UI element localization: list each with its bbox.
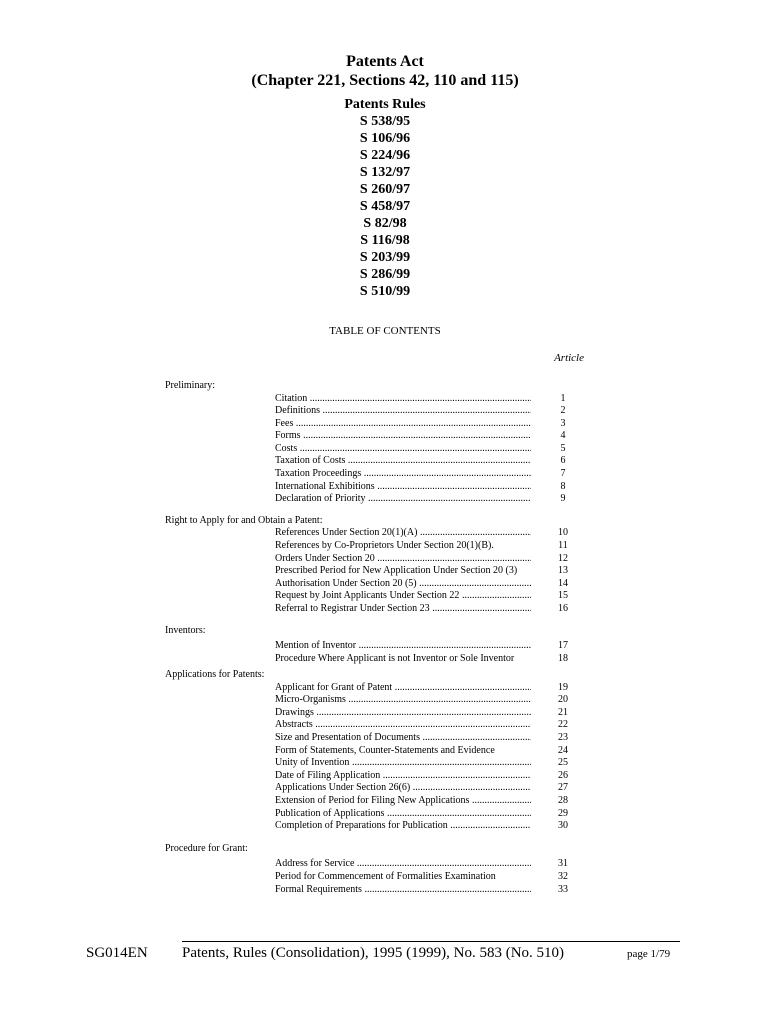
rules-heading: Patents Rules [344, 97, 426, 112]
toc-section-entries [275, 682, 585, 833]
toc-entry[interactable] [275, 468, 585, 481]
document-title [0, 52, 770, 90]
toc-entry[interactable] [275, 820, 585, 833]
toc-entry[interactable] [275, 553, 585, 566]
toc-entry[interactable] [275, 481, 585, 494]
toc-entry-text: Costs ..... [275, 443, 531, 456]
toc-entry-number: 27 [558, 782, 568, 794]
toc-entry-text: Size and Presentation of Documents ..... [275, 732, 531, 745]
toc-entry[interactable] [275, 732, 585, 745]
toc-entry-number: 32 [558, 870, 568, 882]
toc-entry-text: Period for Commencement of Formalities Examination [275, 870, 496, 882]
rule-item: S 203/99 [359, 250, 411, 265]
toc-entry-text: Form of Statements, Counter-Statements and Evidence [275, 744, 495, 756]
toc-entry-number: 24 [558, 744, 568, 756]
toc-heading: TABLE OF CONTENTS [329, 325, 441, 337]
rule-item: S 224/96 [359, 148, 411, 163]
toc-entry-text: Request by Joint Applicants Under Section 22 ..... [275, 590, 531, 603]
toc-entry-number: 5 [560, 442, 566, 454]
toc-entry-number: 29 [558, 807, 568, 819]
rule-item: S 116/98 [360, 233, 410, 248]
toc-entry-number: 28 [558, 795, 568, 807]
table-of-contents [165, 380, 585, 896]
toc-entry-text: Abstracts ..... [275, 719, 531, 732]
footer-page-number: page 1/79 [627, 948, 671, 960]
toc-entry[interactable] [275, 393, 585, 406]
rule-item: S 538/95 [359, 114, 411, 129]
toc-entry[interactable] [275, 757, 585, 770]
toc-entry-text: References by Co-Proprietors Under Section 20(1)(B). [275, 539, 494, 551]
toc-entry-number: 15 [558, 590, 568, 602]
toc-entry-number: 10 [558, 527, 568, 539]
toc-entry-text: Date of Filing Application ..... [275, 770, 531, 783]
toc-entry[interactable] [275, 418, 585, 431]
toc-entry-number: 16 [558, 602, 568, 614]
act-title: Patents Act [346, 53, 424, 70]
toc-entry-text: Drawings ..... [275, 707, 531, 720]
toc-entry-text: Extension of Period for Filing New Applications ..... [275, 795, 531, 808]
toc-entry-number: 3 [560, 417, 566, 429]
toc-entry-text: Procedure Where Applicant is not Inventor or Sole Inventor [275, 652, 515, 664]
toc-section-label: Right to Apply for and Obtain a Patent: [165, 514, 323, 526]
toc-entry-text: Citation ..... [275, 393, 531, 406]
toc-entry[interactable] [275, 682, 585, 695]
toc-entry-number: 22 [558, 719, 568, 731]
toc-entry-number: 30 [558, 820, 568, 832]
toc-entry-text: Address for Service ..... [275, 858, 531, 871]
toc-entry-number: 21 [558, 706, 568, 718]
rule-item: S 106/96 [359, 131, 411, 146]
toc-entry[interactable] [275, 578, 585, 591]
toc-entry-number: 4 [560, 430, 566, 442]
toc-section-label: Inventors: [165, 624, 206, 636]
toc-entry[interactable] [275, 871, 585, 884]
toc-entry[interactable] [275, 527, 585, 540]
toc-entry[interactable] [275, 455, 585, 468]
toc-entry-text: Definitions ..... [275, 405, 531, 418]
toc-entry-number: 9 [560, 493, 566, 505]
toc-entry[interactable] [275, 707, 585, 720]
toc-entry-number: 11 [558, 539, 568, 551]
toc-entry-number: 7 [560, 468, 566, 480]
toc-section-label: Applications for Patents: [165, 669, 265, 681]
toc-entry[interactable] [275, 653, 585, 666]
toc-entry[interactable] [275, 782, 585, 795]
toc-entry[interactable] [275, 443, 585, 456]
toc-section-label: Procedure for Grant: [165, 842, 248, 854]
toc-entry-text: Prescribed Period for New Application Under Section 20 (3) [275, 565, 518, 577]
toc-entry-number: 6 [560, 455, 566, 467]
toc-entry-number: 8 [560, 480, 566, 492]
toc-section-label: Preliminary: [165, 380, 215, 391]
toc-entry[interactable] [275, 540, 585, 553]
rule-item: S 82/98 [363, 216, 407, 231]
toc-entry-text: Referral to Registrar Under Section 23 ..... [275, 603, 531, 616]
toc-entry-number: 25 [558, 757, 568, 769]
toc-entry[interactable] [275, 405, 585, 418]
rule-item: S 286/99 [359, 267, 411, 282]
toc-entry-text: International Exhibitions ..... [275, 481, 531, 494]
toc-section-entries [275, 858, 585, 896]
toc-entry-text: Forms ..... [275, 430, 531, 443]
toc-entry-number: 31 [558, 858, 568, 870]
toc-entry-text: References Under Section 20(1)(A) ..... [275, 527, 531, 540]
toc-entry[interactable] [275, 795, 585, 808]
toc-entry-text: Applications Under Section 26(6) ..... [275, 782, 531, 795]
toc-entry-text: Publication of Applications ..... [275, 808, 531, 821]
toc-entry[interactable] [275, 719, 585, 732]
rule-item: S 132/97 [359, 165, 411, 180]
toc-entry[interactable] [275, 430, 585, 443]
toc-entry-text: Taxation of Costs ..... [275, 455, 531, 468]
toc-entry-text: Orders Under Section 20 ..... [275, 553, 531, 566]
footer-document-code: SG014EN [86, 945, 148, 961]
toc-entry[interactable] [275, 603, 585, 616]
toc-section-entries [275, 527, 585, 615]
toc-entry-text: Completion of Preparations for Publication ..... [275, 820, 531, 833]
toc-entry-text: Taxation Proceedings ..... [275, 468, 531, 481]
toc-entry-number: 17 [558, 640, 568, 651]
toc-entry-text: Micro-Organisms ..... [275, 694, 531, 707]
toc-entry[interactable] [275, 694, 585, 707]
toc-entry-number: 33 [558, 883, 568, 895]
toc-entry[interactable] [275, 745, 585, 758]
toc-entry-number: 1 [560, 392, 566, 404]
toc-section-entries [275, 640, 585, 665]
toc-entry[interactable] [275, 590, 585, 603]
rule-item: S 510/99 [359, 284, 411, 299]
rule-item: S 458/97 [359, 199, 411, 214]
page-footer [0, 945, 770, 965]
toc-entry-number: 12 [558, 552, 568, 564]
act-subtitle: (Chapter 221, Sections 42, 110 and 115) [251, 72, 519, 89]
toc-entry[interactable] [275, 808, 585, 821]
toc-entry-number: 23 [558, 732, 568, 744]
toc-entry[interactable] [275, 565, 585, 578]
toc-entry-number: 2 [560, 405, 566, 417]
toc-entry[interactable] [275, 884, 585, 897]
toc-entry-number: 19 [558, 681, 568, 693]
toc-entry-text: Fees ..... [275, 418, 531, 431]
toc-section-entries [275, 393, 585, 506]
footer-document-title: Patents, Rules (Consolidation), 1995 (1999), No. 583 (No. 510) [182, 945, 565, 961]
article-column-label: Article [554, 352, 584, 364]
toc-entry[interactable] [275, 493, 585, 506]
rules-list [0, 96, 770, 300]
toc-entry-number: 20 [558, 694, 568, 706]
toc-entry-text: Mention of Inventor ..... [275, 640, 531, 653]
footer-divider [182, 941, 680, 942]
toc-entry-number: 13 [558, 565, 568, 577]
toc-entry[interactable] [275, 770, 585, 783]
toc-entry-number: 26 [558, 769, 568, 781]
toc-entry-number: 18 [558, 652, 568, 664]
toc-entry-number: 14 [558, 577, 568, 589]
toc-entry-text: Unity of Invention ..... [275, 757, 531, 770]
toc-entry[interactable] [275, 858, 585, 871]
toc-entry-text: Authorisation Under Section 20 (5) ..... [275, 578, 531, 591]
toc-entry[interactable] [275, 640, 585, 653]
toc-entry-text: Applicant for Grant of Patent ..... [275, 682, 531, 695]
toc-entry-text: Declaration of Priority ..... [275, 493, 531, 506]
rule-item: S 260/97 [359, 182, 411, 197]
toc-entry-text: Formal Requirements ..... [275, 884, 531, 897]
